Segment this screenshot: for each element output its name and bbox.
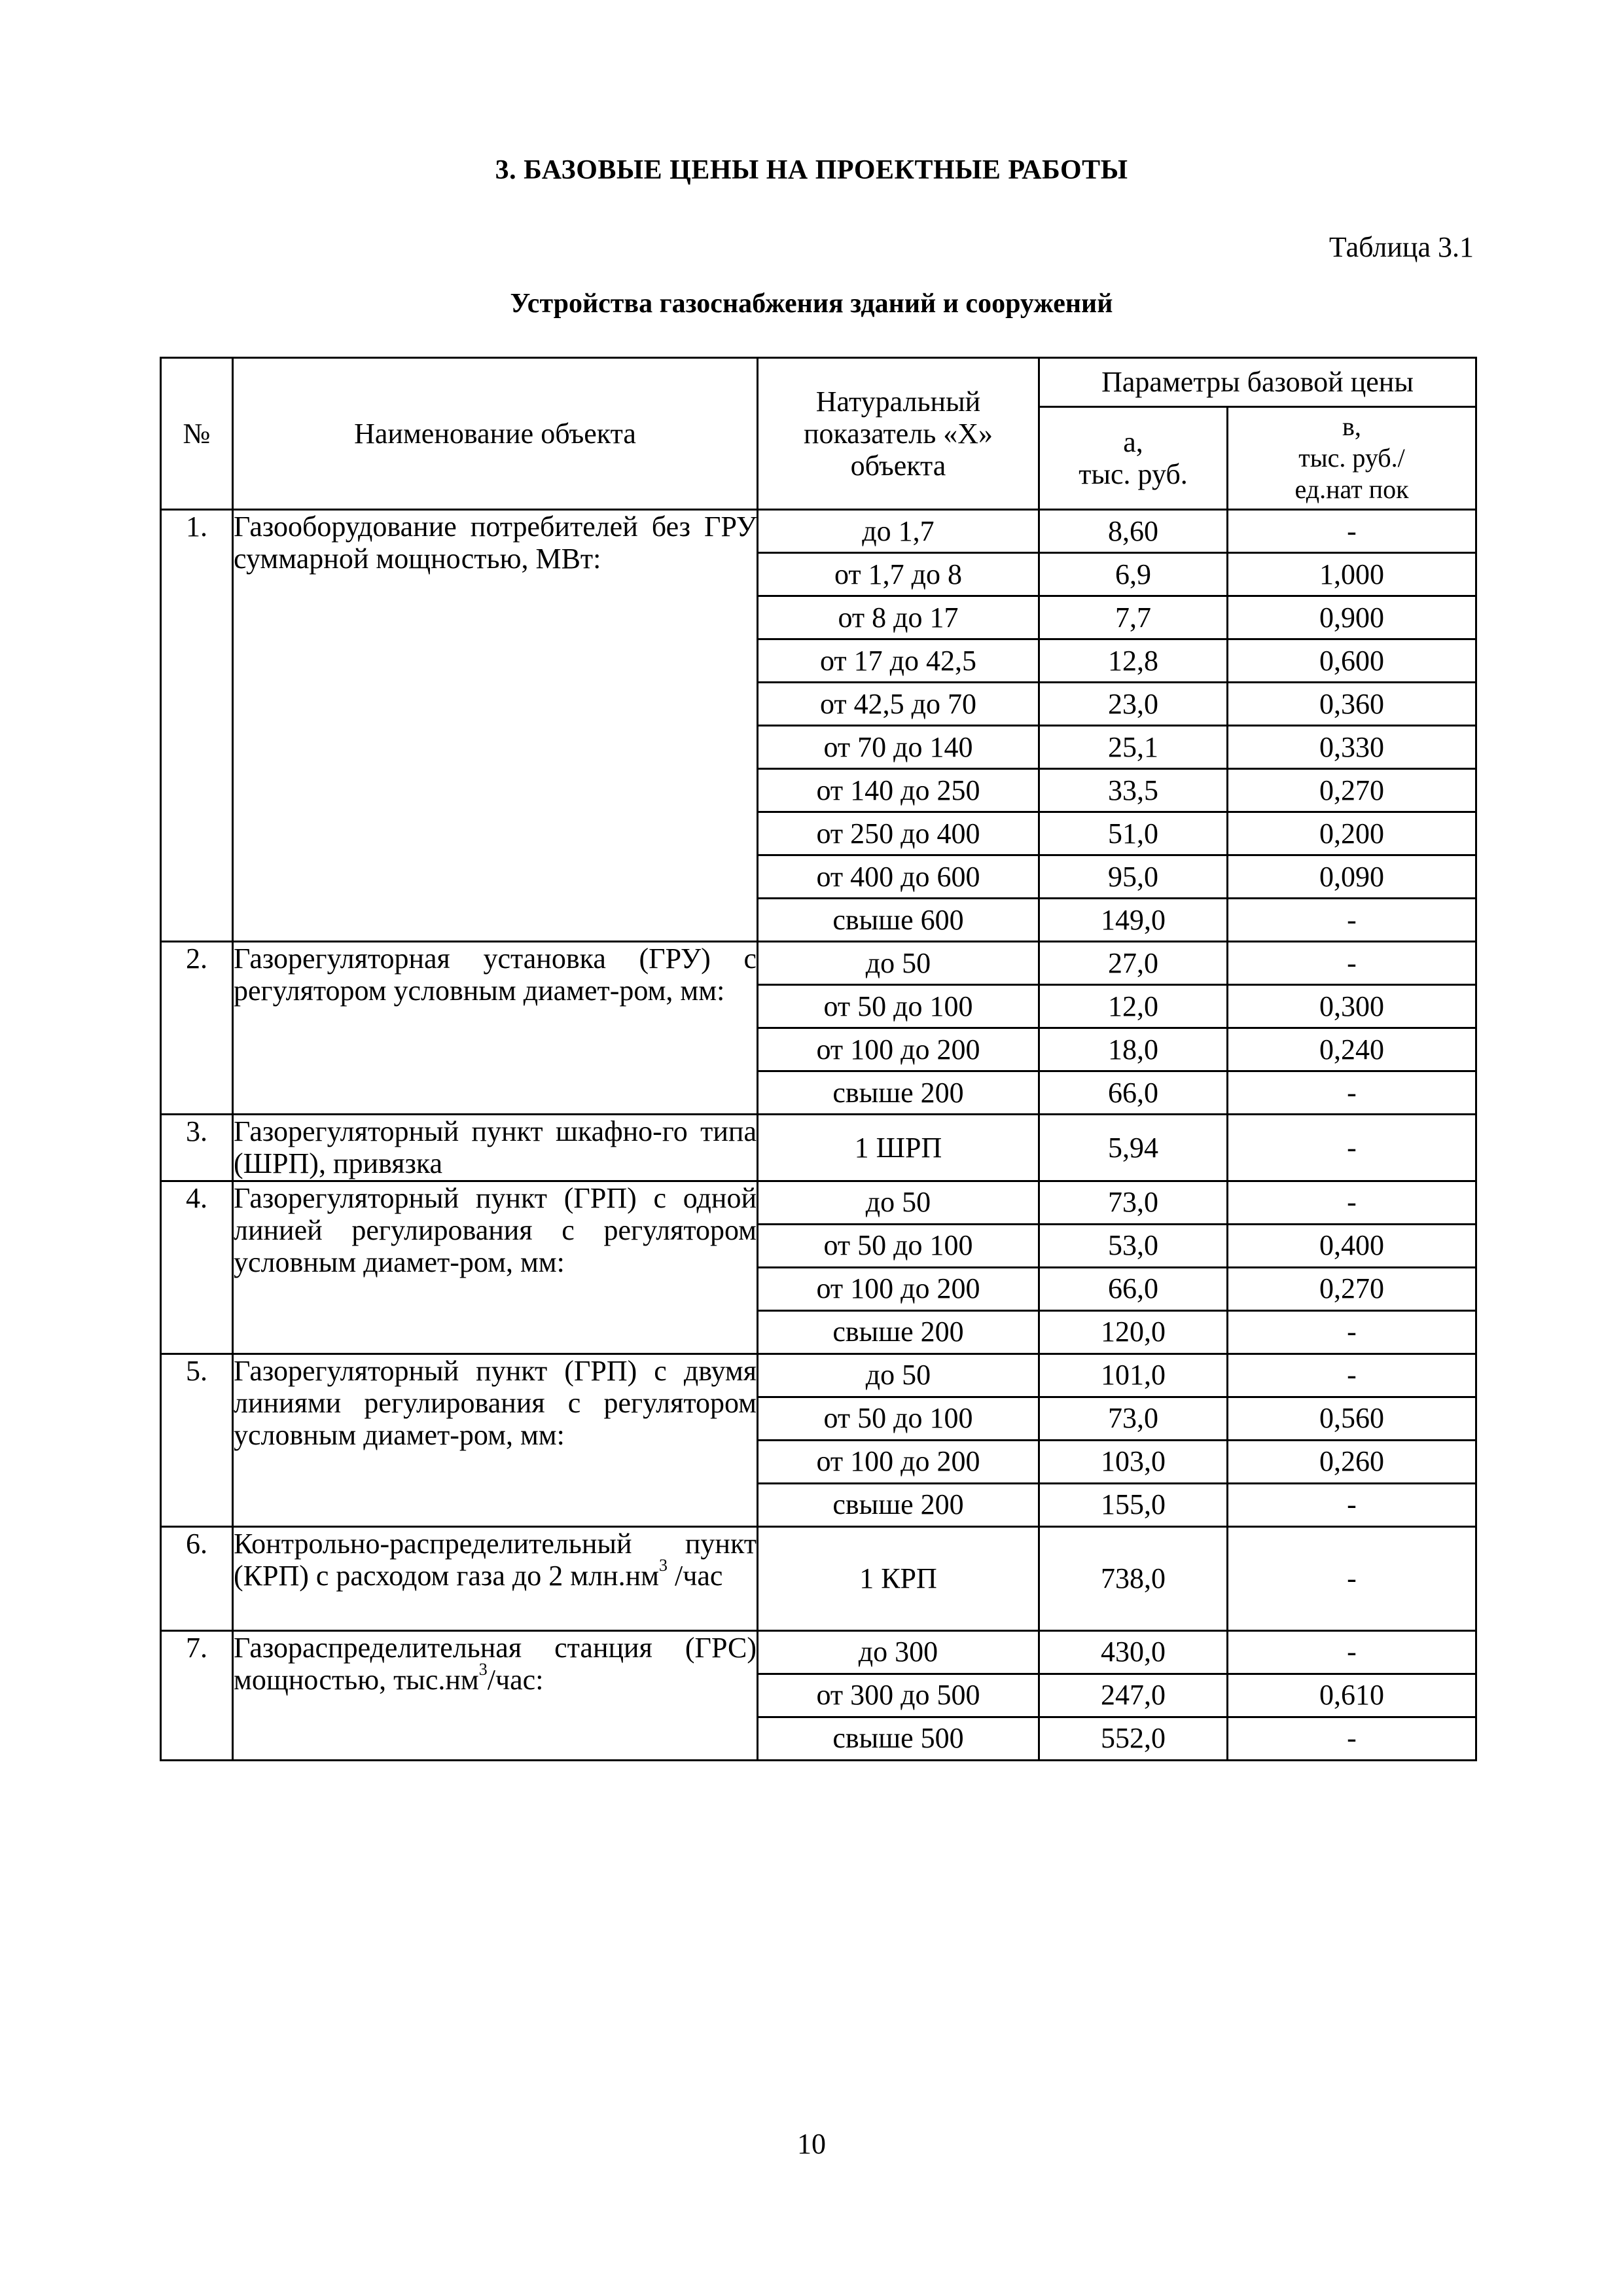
indicator-cell: от 100 до 200 — [758, 1267, 1039, 1310]
col-header-b-line2: тыс. руб./ — [1298, 443, 1405, 473]
section-heading: 3. БАЗОВЫЕ ЦЕНЫ НА ПРОЕКТНЫЕ РАБОТЫ — [495, 155, 1128, 185]
price-a-cell: 149,0 — [1039, 899, 1228, 942]
indicator-cell: свыше 600 — [758, 899, 1039, 942]
table-row — [161, 1630, 1476, 1674]
object-name: Газорегуляторный пункт (ГРП) с одной линией регулирования с регулятором условным диамет-ром, мм: — [233, 1181, 758, 1354]
price-a-cell: 247,0 — [1039, 1674, 1228, 1717]
indicator-cell: свыше 200 — [758, 1483, 1039, 1526]
indicator-cell: от 100 до 200 — [758, 1440, 1039, 1483]
price-a-cell: 53,0 — [1039, 1224, 1228, 1267]
price-a-cell: 552,0 — [1039, 1717, 1228, 1760]
price-a-cell: 66,0 — [1039, 1071, 1228, 1115]
price-a-cell: 25,1 — [1039, 726, 1228, 769]
price-b-cell: 0,270 — [1228, 1267, 1476, 1310]
row-number: 4. — [161, 1181, 233, 1354]
price-b-cell: - — [1228, 1310, 1476, 1354]
price-a-cell: 6,9 — [1039, 553, 1228, 596]
object-name: Газорегуляторный пункт (ГРП) с двумя линиями регулирования с регулятором условным диамет-ром, мм: — [233, 1354, 758, 1526]
row-number: 7. — [161, 1630, 233, 1760]
indicator-cell: от 70 до 140 — [758, 726, 1039, 769]
price-a-cell: 5,94 — [1039, 1115, 1228, 1181]
price-a-cell: 120,0 — [1039, 1310, 1228, 1354]
price-b-cell: 0,260 — [1228, 1440, 1476, 1483]
indicator-cell: от 1,7 до 8 — [758, 553, 1039, 596]
price-a-cell: 18,0 — [1039, 1028, 1228, 1071]
price-b-cell: - — [1228, 1071, 1476, 1115]
col-header-a — [1039, 407, 1228, 510]
table-row — [161, 1354, 1476, 1397]
indicator-cell: 1 ШРП — [758, 1115, 1039, 1181]
indicator-cell: от 50 до 100 — [758, 1397, 1039, 1440]
table-row — [161, 1181, 1476, 1224]
col-header-a-line2: тыс. руб. — [1079, 458, 1188, 490]
indicator-cell: от 42,5 до 70 — [758, 683, 1039, 726]
table-row — [161, 1526, 1476, 1630]
row-number: 5. — [161, 1354, 233, 1526]
col-header-indicator: Натуральный показатель «Х» объекта — [758, 358, 1039, 510]
indicator-cell: от 140 до 250 — [758, 769, 1039, 812]
price-b-cell: - — [1228, 510, 1476, 553]
object-name-unit: /час — [667, 1559, 723, 1592]
col-header-name: Наименование объекта — [233, 358, 758, 510]
price-b-cell: 0,360 — [1228, 683, 1476, 726]
indicator-cell: до 1,7 — [758, 510, 1039, 553]
price-b-cell: - — [1228, 942, 1476, 985]
object-name — [233, 1630, 758, 1760]
price-b-cell: 0,240 — [1228, 1028, 1476, 1071]
price-a-cell: 103,0 — [1039, 1440, 1228, 1483]
superscript: 3 — [658, 1555, 668, 1575]
price-a-cell: 7,7 — [1039, 596, 1228, 639]
price-a-cell: 95,0 — [1039, 855, 1228, 899]
col-header-b — [1228, 407, 1476, 510]
price-b-cell: 0,900 — [1228, 596, 1476, 639]
indicator-cell: свыше 200 — [758, 1310, 1039, 1354]
table-row — [161, 510, 1476, 553]
row-number: 2. — [161, 942, 233, 1115]
superscript: 3 — [478, 1659, 488, 1679]
indicator-cell: до 50 — [758, 1354, 1039, 1397]
price-b-cell: 0,090 — [1228, 855, 1476, 899]
price-b-cell: - — [1228, 1526, 1476, 1630]
col-header-b-line3: ед.нат пок — [1294, 475, 1409, 504]
price-a-cell: 155,0 — [1039, 1483, 1228, 1526]
price-a-cell: 8,60 — [1039, 510, 1228, 553]
col-header-params: Параметры базовой цены — [1039, 358, 1476, 407]
table-row — [161, 942, 1476, 985]
indicator-cell: до 50 — [758, 1181, 1039, 1224]
price-a-cell: 66,0 — [1039, 1267, 1228, 1310]
row-number: 1. — [161, 510, 233, 942]
object-name-unit: /час: — [487, 1663, 544, 1696]
indicator-cell: от 400 до 600 — [758, 855, 1039, 899]
price-b-cell: - — [1228, 1483, 1476, 1526]
col-header-b-line1: в, — [1342, 412, 1361, 441]
price-a-cell: 33,5 — [1039, 769, 1228, 812]
price-b-cell: 0,610 — [1228, 1674, 1476, 1717]
col-header-a-line1: а, — [1123, 425, 1143, 458]
table-body — [161, 510, 1476, 1761]
col-header-num: № — [161, 358, 233, 510]
indicator-cell: от 50 до 100 — [758, 985, 1039, 1028]
price-a-cell: 12,0 — [1039, 985, 1228, 1028]
price-b-cell: 0,200 — [1228, 812, 1476, 855]
indicator-cell: свыше 500 — [758, 1717, 1039, 1760]
object-name-text: Газораспределительная станция (ГРС) мощностью, тыс.нм — [234, 1631, 757, 1696]
indicator-cell: до 50 — [758, 942, 1039, 985]
indicator-cell: свыше 200 — [758, 1071, 1039, 1115]
page-number: 10 — [797, 2128, 826, 2160]
object-name — [233, 1526, 758, 1630]
price-a-cell: 73,0 — [1039, 1181, 1228, 1224]
object-name: Газорегуляторный пункт шкафно-го типа (ШРП), привязка — [234, 1115, 757, 1180]
price-b-cell: - — [1228, 1717, 1476, 1760]
price-b-cell: 0,270 — [1228, 769, 1476, 812]
indicator-cell: до 300 — [758, 1630, 1039, 1674]
price-a-cell: 101,0 — [1039, 1354, 1228, 1397]
table-title: Устройства газоснабжения зданий и сооружений — [510, 289, 1113, 319]
price-a-cell: 73,0 — [1039, 1397, 1228, 1440]
row-number: 3. — [161, 1115, 233, 1181]
price-a-cell: 738,0 — [1039, 1526, 1228, 1630]
price-b-cell: - — [1228, 1630, 1476, 1674]
object-name-text: Контрольно-распределительный пункт (КРП) с расходом газа до 2 млн.нм — [234, 1527, 757, 1592]
indicator-cell: 1 КРП — [758, 1526, 1039, 1630]
price-b-cell: 0,330 — [1228, 726, 1476, 769]
price-a-cell: 27,0 — [1039, 942, 1228, 985]
indicator-cell: от 17 до 42,5 — [758, 639, 1039, 683]
price-a-cell: 430,0 — [1039, 1630, 1228, 1674]
object-name: Газорегуляторная установка (ГРУ) с регулятором условным диамет-ром, мм: — [233, 942, 758, 1115]
price-a-cell: 23,0 — [1039, 683, 1228, 726]
table-row — [161, 1115, 1476, 1181]
price-b-cell: - — [1228, 1354, 1476, 1397]
price-b-cell: 0,300 — [1228, 985, 1476, 1028]
price-b-cell: - — [1228, 1181, 1476, 1224]
price-b-cell: - — [1228, 899, 1476, 942]
price-b-cell: 0,560 — [1228, 1397, 1476, 1440]
price-b-cell: 0,400 — [1228, 1224, 1476, 1267]
indicator-cell: от 50 до 100 — [758, 1224, 1039, 1267]
price-a-cell: 51,0 — [1039, 812, 1228, 855]
table-label: Таблица 3.1 — [1329, 231, 1474, 263]
price-a-cell: 12,8 — [1039, 639, 1228, 683]
indicator-cell: от 8 до 17 — [758, 596, 1039, 639]
price-b-cell: 1,000 — [1228, 553, 1476, 596]
indicator-cell: от 300 до 500 — [758, 1674, 1039, 1717]
row-number: 6. — [161, 1526, 233, 1630]
indicator-cell: от 100 до 200 — [758, 1028, 1039, 1071]
price-table — [160, 357, 1477, 1761]
price-b-cell: - — [1228, 1115, 1476, 1181]
table-header — [161, 358, 1476, 510]
header-row-1 — [161, 358, 1476, 407]
object-name: Газооборудование потребителей без ГРУ суммарной мощностью, МВт: — [233, 510, 758, 942]
indicator-cell: от 250 до 400 — [758, 812, 1039, 855]
price-b-cell: 0,600 — [1228, 639, 1476, 683]
